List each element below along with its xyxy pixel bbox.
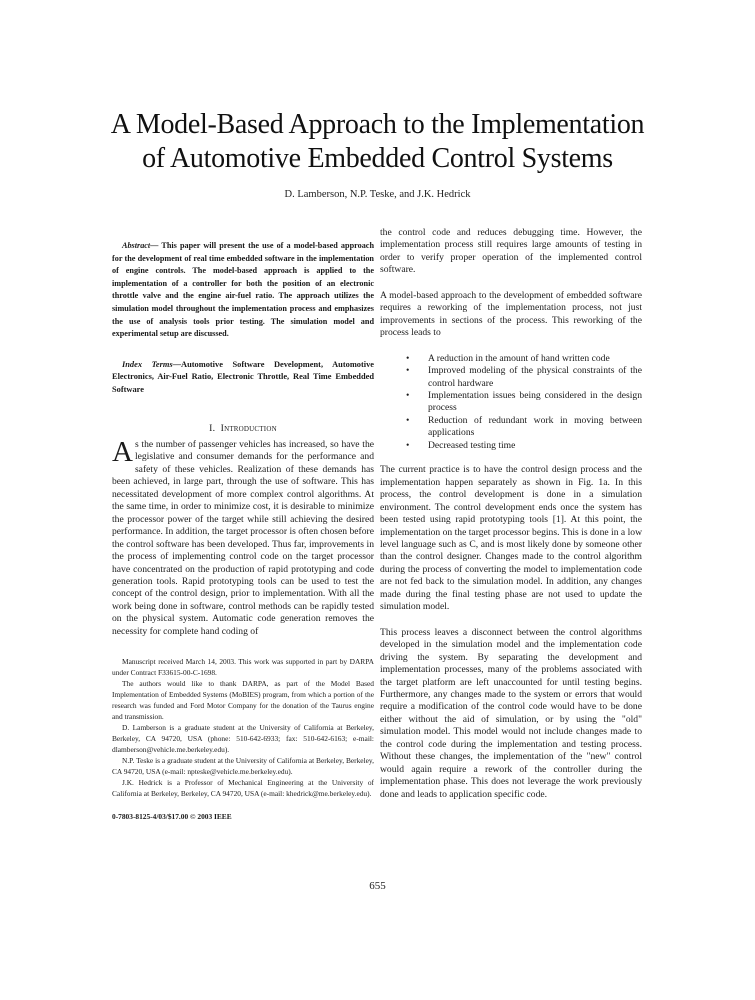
bullet-icon: • (406, 389, 410, 401)
body-paragraph: The current practice is to have the control design process and the implementation happen separately as shown in Fig. 1a. In this process, the control development is done in a simulation environment. The control development ends once the system has been tested using rapid prototyping tools [1]. At this point, the implementation on the target processor begins. This is done in a low level language such as C, and is most likely done by someone other than the control designer. Changes made to the control algorithm during the process of converting the model to implementation code are not fed back to the simulation model. In addition, any changes made during the final testing phase are not used to update the simulation model. (380, 464, 642, 613)
footnote: D. Lamberson is a graduate student at the University of California at Berkeley, Berkeley, CA 94720, USA (phone: 510-642-6933; fax: 510-642-6163; e-mail: dlamberson@vehicle.me.berkeley.edu). (112, 723, 374, 755)
footnote: Manuscript received March 14, 2003. This work was supported in part by DARPA under Contract F33615-00-C-1698. (112, 657, 374, 678)
body-paragraph: the control code and reduces debugging time. However, the implementation process still requires large amounts of testing in order to verify proper operation of the implemented control software. (380, 227, 642, 276)
index-terms (112, 359, 374, 397)
index-terms-label: Index Terms (122, 359, 173, 369)
section-heading-introduction (112, 423, 374, 435)
body-paragraph: A model-based approach to the development of embedded software requires a reworking of the implementation process, not just improvements in sections of the process. This reworking of the process leads to (380, 289, 642, 339)
list-item: • Implementation issues being considered in the design process (406, 389, 642, 414)
footnotes (112, 656, 374, 799)
body-paragraph: This process leaves a disconnect between the control algorithms developed in the simulation model and the implementation code driving the system. By separating the development and implementation processes, many of the problems associated with the target platform are left unaccounted for until testing begins. Furthermore, any changes made to the system or errors that would require a modification of the control code would have to be done either without the aid of simulation, or by using the "old" simulation model. This model would not include changes made to the control code during the implementation and testing process. Without these changes, the implementation of the "new" control would again require a rework of the controller during the implementation phase. This does not leverage the work previously done and leads to application specific code. (380, 626, 642, 800)
section-title: Introduction (220, 422, 277, 434)
bullet-icon: • (406, 352, 410, 364)
abstract (112, 240, 374, 341)
list-item: • Decreased testing time (406, 439, 516, 451)
title-line-1: A Model-Based Approach to the Implementation (110, 109, 645, 140)
page-number: 655 (369, 880, 386, 892)
footnote: N.P. Teske is a graduate student at the University of California at Berkeley, Berkeley, CA 94720, USA (e-mail: npteske@vehicle.me.berkeley.edu). (112, 756, 374, 777)
bullet-icon: • (406, 439, 410, 451)
authors: D. Lamberson, N.P. Teske, and J.K. Hedrick (284, 189, 471, 200)
bullet-icon: • (406, 414, 410, 426)
footnote: J.K. Hedrick is a Professor of Mechanical Engineering at the University of California at Berkeley, Berkeley, CA 94720, USA (e-mail: khedrick@me.berkeley.edu). (112, 778, 374, 799)
list-item: • Improved modeling of the physical constraints of the control hardware (406, 365, 642, 389)
drop-cap: A (112, 435, 133, 468)
bullet-icon: • (406, 365, 410, 377)
left-column (112, 240, 374, 824)
copyright-notice: 0-7803-8125-4/03/$17.00 © 2003 IEEE (112, 812, 232, 822)
introduction-text: s the number of passenger vehicles has increased, so have the legislative and consumer demands for the performance and safety of these vehicles. Realization of these demands has been achieved, in large part, through the use of software. This has necessitated development of more complex control algorithms. At the same time, in order to minimize cost, it is desirable to minimize the processor power of the target while still achieving the desired performance. In addition, the target processor is often chosen before the control software has been developed. Thus far, improvements in the process of implementing control code on the target processor have concentrated on the production of rapid prototyping and code generation tools. Rapid prototyping tools can be used to test the concept of the control design, prior to implementation. With all the work being done in software, control methods can be rapidly tested on the physical system. Automatic code generation removes the necessity for complete hand coding of (112, 438, 374, 637)
index-terms-text: —Automotive Software Development, Automotive Electronics, Air-Fuel Ratio, Electronic Throttle, Real Time Embedded Software (112, 359, 374, 394)
list-item: • A reduction in the amount of hand written code (406, 352, 610, 364)
right-column (380, 227, 642, 814)
section-number: I. (209, 422, 216, 434)
introduction-paragraph (112, 435, 374, 638)
title-line-2: of Automotive Embedded Control Systems (142, 143, 613, 174)
footnote: The authors would like to thank DARPA, as part of the Model Based Implementation of Embedded Systems (MoBIES) program, from which a portion of the research was funded and Ford Motor Company for the donation of the Taurus engine and transmission. (112, 679, 374, 722)
list-item: • Reduction of redundant work in moving between applications (406, 414, 642, 439)
paper-title (0, 108, 755, 176)
abstract-label: Abstract— (122, 241, 159, 250)
bullet-list (380, 353, 642, 453)
abstract-text: This paper will present the use of a model-based approach for the development of real time embedded software in the implementation of engine controls. The model-based approach is applied to the implementation of a controller for both the position of an electronic throttle valve and the engine air-fuel ratio. The approach utilizes the simulation model throughout the implementation process and emphasizes the use of analysis tools prior testing. The simulation model and experimental setup are discussed. (112, 241, 374, 339)
